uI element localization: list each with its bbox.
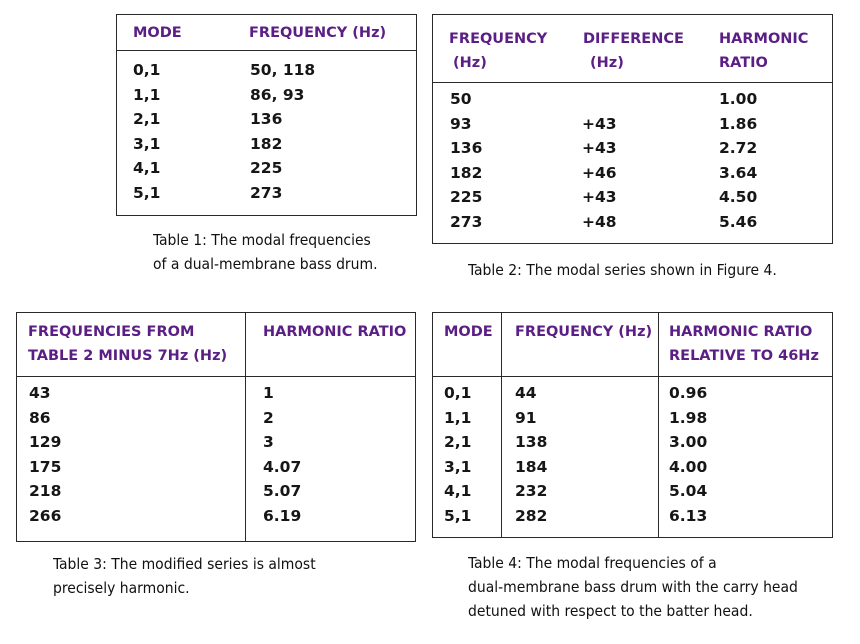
table-row: 218 — [29, 482, 62, 501]
table-1-header-mode: MODE — [133, 25, 182, 41]
table-4-header-harmonic-ratio: HARMONIC RATIO RELATIVE TO 46Hz — [669, 324, 819, 364]
table-row: 225 — [250, 159, 283, 178]
table-4-header-mode: MODE — [444, 324, 493, 340]
table-4-header-frequency: FREQUENCY (Hz) — [515, 324, 653, 340]
table-3-caption — [53, 552, 316, 600]
table-row: +48 — [582, 212, 617, 231]
table-row: 5.46 — [719, 212, 758, 231]
caption-line: dual-membrane bass drum with the carry head — [468, 578, 798, 596]
table-row: 136 — [250, 110, 283, 129]
caption-line: detuned with respect to the batter head. — [468, 602, 753, 620]
table-1-header-frequency: FREQUENCY (Hz) — [249, 25, 387, 41]
table-row: 1,1 — [444, 408, 472, 427]
table-row: 50 — [450, 90, 472, 108]
table-row: 266 — [29, 506, 62, 525]
table-row: 3,1 — [444, 457, 472, 476]
table-row: 0.96 — [669, 384, 708, 402]
caption-line: Table 2: The modal series shown in Figure 4. — [468, 261, 777, 279]
table-row: 93 — [450, 114, 472, 133]
table-row: 50, 118 — [250, 61, 316, 79]
table-row: 129 — [29, 433, 62, 452]
table-row: 2,1 — [444, 433, 472, 452]
table-4-column-mode — [444, 381, 471, 529]
table-row: 2,1 — [133, 110, 161, 129]
table-2-header-harmonic-ratio: HARMONIC RATIO — [719, 31, 809, 71]
table-3-header-frequencies: FREQUENCIES FROM TABLE 2 MINUS 7Hz (Hz) — [28, 324, 228, 364]
table-2-header-difference: DIFFERENCE (Hz) — [583, 31, 684, 71]
table-row: 1.00 — [719, 90, 758, 108]
table-3-column-frequencies — [29, 381, 61, 529]
table-row: 43 — [29, 384, 51, 402]
table-4-divider-1 — [501, 313, 502, 537]
table-4-divider-2 — [658, 313, 659, 537]
table-1 — [116, 14, 417, 216]
table-row: 0,1 — [444, 384, 472, 402]
table-row: 4.00 — [669, 457, 708, 476]
table-1-column-frequency — [250, 58, 315, 206]
caption-line: Table 1: The modal frequencies — [153, 231, 371, 249]
table-2-column-frequency — [450, 87, 482, 235]
table-row: 182 — [250, 134, 283, 153]
table-2-column-harmonic-ratio — [719, 87, 757, 235]
table-2-column-difference — [582, 87, 617, 235]
table-row: +46 — [582, 163, 617, 182]
table-row: 232 — [515, 482, 548, 501]
table-row: 1.98 — [669, 408, 708, 427]
caption-line: of a dual-membrane bass drum. — [153, 255, 378, 273]
table-row: 182 — [450, 163, 483, 182]
table-row: 1,1 — [133, 85, 161, 104]
table-2-header-frequency: FREQUENCY (Hz) — [449, 31, 548, 71]
table-3-divider — [245, 313, 246, 541]
table-row: 5.07 — [263, 482, 302, 501]
table-2 — [432, 14, 833, 244]
caption-line: Table 4: The modal frequencies of a — [468, 554, 717, 572]
table-row: 4.07 — [263, 457, 302, 476]
table-row: 136 — [450, 139, 483, 158]
table-3-column-harmonic-ratio — [263, 381, 301, 529]
table-row: 91 — [515, 408, 537, 427]
table-row: 86, 93 — [250, 85, 305, 104]
table-4-caption — [468, 551, 798, 623]
table-row: 3 — [263, 433, 274, 452]
table-row: 4,1 — [133, 159, 161, 178]
table-row: 273 — [250, 183, 283, 202]
table-row: 138 — [515, 433, 548, 452]
table-4-column-harmonic-ratio — [669, 381, 707, 529]
table-row: 86 — [29, 408, 51, 427]
table-row: 6.19 — [263, 506, 302, 525]
table-row: 5,1 — [133, 183, 161, 202]
caption-line: precisely harmonic. — [53, 579, 190, 597]
table-3-header-harmonic-ratio: HARMONIC RATIO — [263, 324, 407, 340]
table-row: 4.50 — [719, 188, 758, 207]
table-row: +43 — [582, 114, 617, 133]
table-row: 184 — [515, 457, 548, 476]
table-1-caption — [153, 228, 378, 276]
table-row: 5,1 — [444, 506, 472, 525]
table-2-caption — [468, 258, 777, 282]
table-row: 4,1 — [444, 482, 472, 501]
table-row: 273 — [450, 212, 483, 231]
table-row — [582, 87, 617, 112]
table-row: 282 — [515, 506, 548, 525]
table-row: 44 — [515, 384, 537, 402]
table-row: 2 — [263, 408, 274, 427]
table-row: 1.86 — [719, 114, 758, 133]
table-4 — [432, 312, 833, 538]
table-row: 0,1 — [133, 61, 161, 79]
table-row: 3.64 — [719, 163, 758, 182]
table-row: 225 — [450, 188, 483, 207]
table-row: 175 — [29, 457, 62, 476]
table-3 — [16, 312, 416, 542]
table-row: +43 — [582, 139, 617, 158]
table-row: 2.72 — [719, 139, 758, 158]
table-4-column-frequency — [515, 381, 547, 529]
table-row: 1 — [263, 384, 274, 402]
table-1-column-mode — [133, 58, 160, 206]
caption-line: Table 3: The modified series is almost — [53, 555, 316, 573]
table-row: 3,1 — [133, 134, 161, 153]
table-row: 3.00 — [669, 433, 708, 452]
table-row: 5.04 — [669, 482, 708, 501]
table-row: +43 — [582, 188, 617, 207]
table-row: 6.13 — [669, 506, 708, 525]
